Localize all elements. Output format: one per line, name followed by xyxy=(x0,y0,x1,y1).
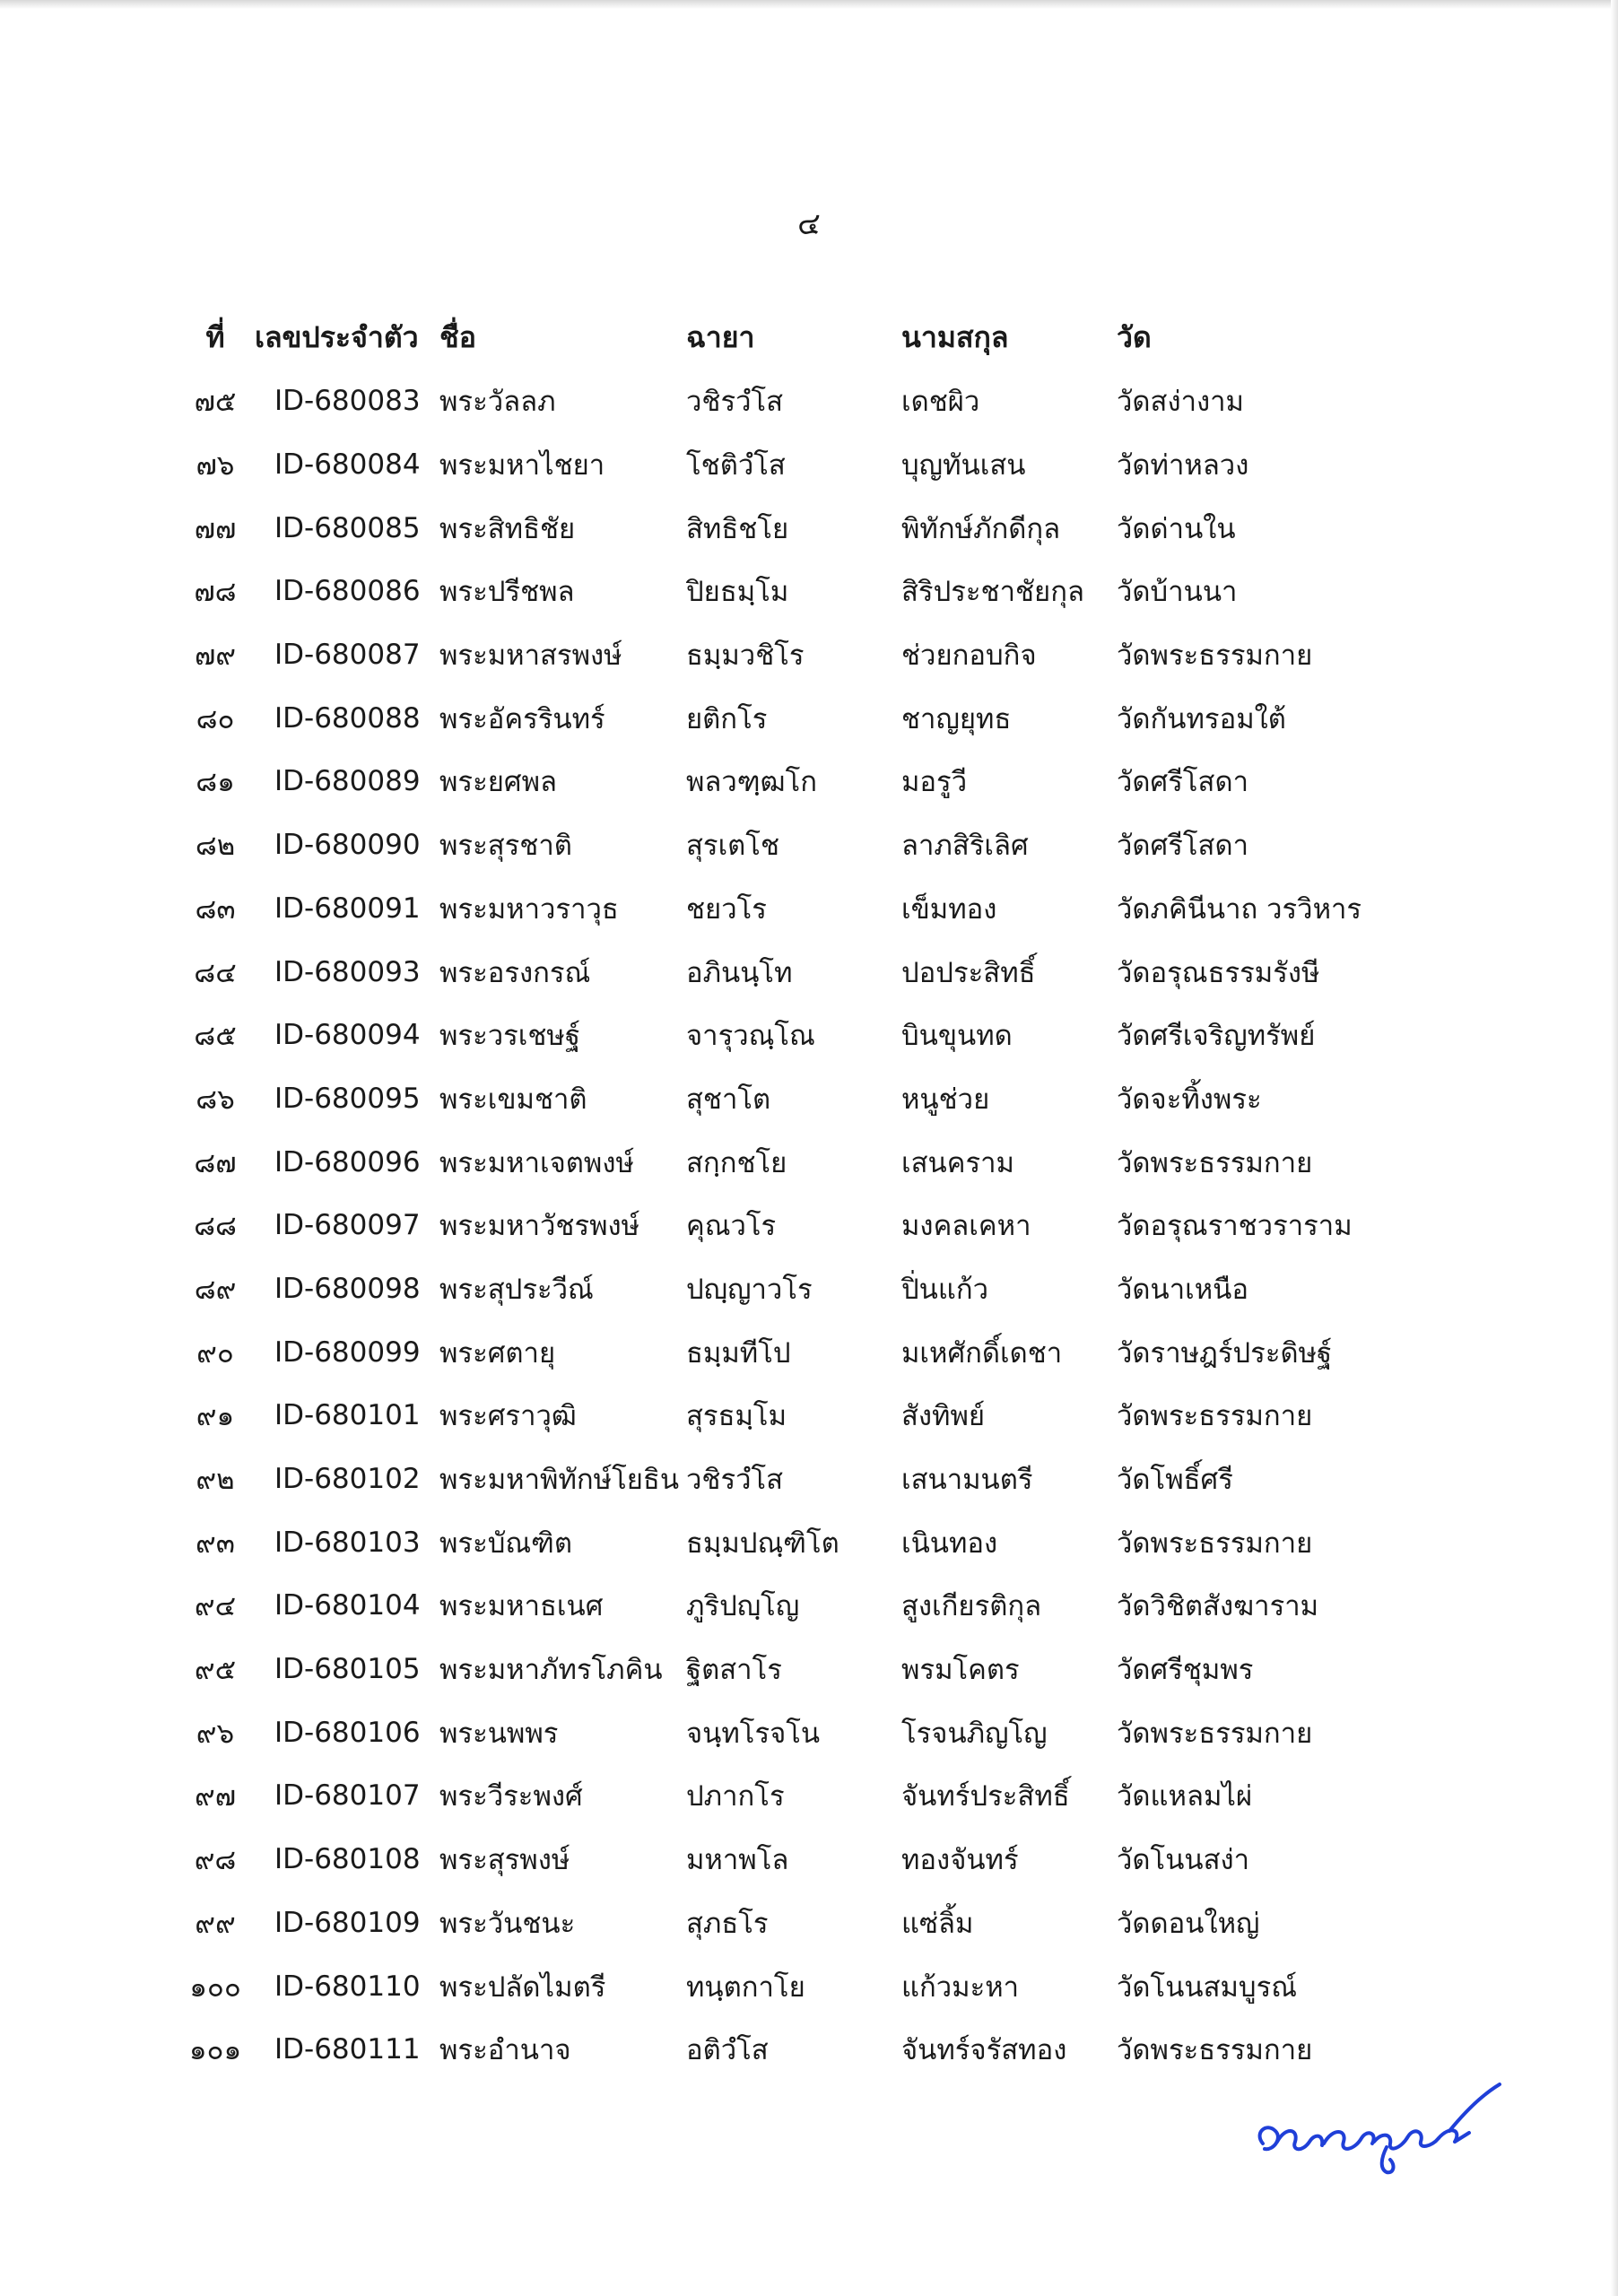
cell-name: พระวีระพงศ์ xyxy=(439,1780,583,1813)
cell-id: ID-680086 xyxy=(274,575,421,608)
column-header-no: ที่ xyxy=(205,319,225,354)
cell-ordination-name: สิทธิชโย xyxy=(686,512,789,545)
table-row xyxy=(179,1700,1453,1764)
cell-no: ๙๑ xyxy=(196,1400,235,1433)
cell-id: ID-680084 xyxy=(274,448,421,482)
signature-stroke xyxy=(1260,2127,1278,2149)
cell-name: พระศราวุฒิ xyxy=(439,1400,577,1433)
table-row xyxy=(179,1130,1453,1194)
cell-name: พระวัลลภ xyxy=(439,386,556,419)
signature-stroke xyxy=(1439,2130,1469,2142)
column-header-surname: นามสกุล xyxy=(901,319,1009,354)
table-row xyxy=(179,1828,1453,1892)
cell-ordination-name: สุรเตโช xyxy=(686,830,779,863)
cell-temple: วัดอรุณราชวราราม xyxy=(1117,1210,1353,1243)
cell-ordination-name: ภูริปญฺโญ xyxy=(686,1590,800,1623)
cell-surname: เสนคราม xyxy=(901,1146,1014,1179)
cell-ordination-name: โชติวํโส xyxy=(686,449,786,483)
cell-surname: ลาภสิริเลิศ xyxy=(901,830,1029,863)
table-row xyxy=(179,1384,1453,1448)
table-row xyxy=(179,750,1453,813)
cell-id: ID-680089 xyxy=(274,765,421,798)
header-row xyxy=(179,305,1453,370)
cell-no: ๗๘ xyxy=(194,576,237,609)
table-row xyxy=(179,877,1453,941)
cell-temple: วัดพระธรรมกาย xyxy=(1117,1146,1313,1179)
cell-name: พระปลัดไมตรี xyxy=(439,1970,606,2004)
cell-name: พระอรงกรณ์ xyxy=(439,956,591,989)
column-header-temple: วัด xyxy=(1117,319,1152,354)
cell-no: ๑๐๑ xyxy=(188,2034,242,2067)
cell-name: พระสุรชาติ xyxy=(439,830,572,863)
cell-no: ๗๗ xyxy=(194,512,237,545)
cell-id: ID-680094 xyxy=(274,1019,421,1052)
cell-no: ๙๖ xyxy=(196,1717,235,1750)
cell-id: ID-680108 xyxy=(274,1843,421,1876)
cell-no: ๘๒ xyxy=(195,830,236,863)
cell-no: ๙๘ xyxy=(194,1844,237,1877)
cell-surname: จันทร์ประสิทธิ์ xyxy=(901,1780,1070,1813)
cell-no: ๙๒ xyxy=(196,1464,235,1497)
cell-id: ID-680103 xyxy=(274,1526,421,1559)
cell-temple: วัดจะทิ้งพระ xyxy=(1117,1083,1262,1116)
cell-no: ๙๔ xyxy=(194,1590,237,1623)
table-row xyxy=(179,1764,1453,1828)
table-row xyxy=(179,813,1453,877)
cell-name: พระเขมชาติ xyxy=(439,1083,587,1116)
cell-ordination-name: ธมฺมปณฺฑิโต xyxy=(686,1526,839,1560)
cell-id: ID-680111 xyxy=(274,2033,421,2066)
cell-no: ๘๕ xyxy=(194,1020,237,1053)
cell-ordination-name: ปิยธมฺโม xyxy=(686,576,789,609)
cell-temple: วัดพระธรรมกาย xyxy=(1117,639,1313,673)
signature-stroke xyxy=(1449,2084,1500,2131)
cell-ordination-name: จนฺทโรจโน xyxy=(686,1717,821,1750)
cell-id: ID-680091 xyxy=(274,891,421,925)
cell-temple: วัดศรีโสดา xyxy=(1117,830,1248,863)
scan-edge-top xyxy=(0,0,1618,9)
cell-no: ๘๗ xyxy=(194,1146,237,1179)
table-row xyxy=(179,1067,1453,1131)
cell-id: ID-680105 xyxy=(274,1653,421,1686)
cell-name: พระมหาภัทรโภคิน xyxy=(439,1654,663,1687)
roster-body xyxy=(179,370,1453,2082)
cell-name: พระวันชนะ xyxy=(439,1907,576,1940)
cell-ordination-name: ปญฺญาวโร xyxy=(686,1273,813,1306)
cell-no: ๘๓ xyxy=(195,892,236,926)
cell-ordination-name: อภินนฺโท xyxy=(686,956,793,989)
column-header-id: เลขประจำตัว xyxy=(255,319,419,354)
cell-surname: มเหศักดิ์เดชา xyxy=(901,1336,1063,1370)
roster-table xyxy=(179,305,1453,2082)
cell-id: ID-680101 xyxy=(274,1399,421,1432)
cell-ordination-name: ยติกโร xyxy=(686,702,768,735)
cell-id: ID-680095 xyxy=(274,1082,421,1115)
cell-ordination-name: สุภธโร xyxy=(686,1907,769,1940)
cell-surname: ชาญยุทธ xyxy=(901,702,1012,735)
table-row xyxy=(179,1004,1453,1067)
cell-temple: วัดพระธรรมกาย xyxy=(1117,1400,1313,1433)
cell-id: ID-680109 xyxy=(274,1906,421,1939)
cell-id: ID-680085 xyxy=(274,511,421,544)
cell-temple: วัดแหลมไผ่ xyxy=(1117,1780,1253,1813)
cell-temple: วัดอรุณธรรมรังษี xyxy=(1117,956,1320,989)
cell-name: พระสิทธิชัย xyxy=(439,512,576,545)
cell-surname: บุญทันเสน xyxy=(901,449,1026,483)
table-row xyxy=(179,1892,1453,1955)
table-row xyxy=(179,1510,1453,1574)
column-header-ordination-name: ฉายา xyxy=(686,319,755,354)
page-number: ๔ xyxy=(797,206,821,242)
column-header-name: ชื่อ xyxy=(439,319,476,354)
cell-no: ๘๔ xyxy=(194,956,237,989)
cell-temple: วัดพระธรรมกาย xyxy=(1117,1526,1313,1560)
cell-surname: พิทักษ์ภักดีกุล xyxy=(901,512,1061,545)
table-row xyxy=(179,1574,1453,1638)
cell-ordination-name: ธมฺมวชิโร xyxy=(686,639,805,673)
cell-name: พระสุรพงษ์ xyxy=(439,1844,570,1877)
table-row xyxy=(179,1638,1453,1701)
table-row xyxy=(179,370,1453,433)
cell-temple: วัดวิชิตสังฆาราม xyxy=(1117,1590,1319,1623)
signature-stroke xyxy=(1324,2132,1374,2149)
cell-temple: วัดศรีชุมพร xyxy=(1117,1654,1254,1687)
signature xyxy=(1247,2079,1507,2178)
cell-temple: วัดดอนใหญ่ xyxy=(1117,1907,1260,1940)
table-row xyxy=(179,1954,1453,2018)
cell-ordination-name: วชิรวํโส xyxy=(686,1464,784,1497)
cell-no: ๙๐ xyxy=(196,1336,234,1370)
cell-temple: วัดบ้านนา xyxy=(1117,576,1238,609)
cell-no: ๘๖ xyxy=(196,1083,235,1116)
cell-ordination-name: จารุวณฺโณ xyxy=(686,1020,815,1053)
cell-id: ID-680096 xyxy=(274,1145,421,1178)
cell-name: พระมหาธเนศ xyxy=(439,1590,604,1623)
cell-name: พระอัครรินทร์ xyxy=(439,702,605,735)
signature-ink xyxy=(1260,2084,1500,2172)
cell-surname: มงคลเคหา xyxy=(901,1210,1031,1243)
cell-no: ๑๐๐ xyxy=(189,1970,241,2004)
table-row xyxy=(179,560,1453,623)
cell-id: ID-680104 xyxy=(274,1589,421,1622)
cell-surname: ช่วยกอบกิจ xyxy=(901,639,1037,673)
cell-id: ID-680088 xyxy=(274,701,421,735)
table-row xyxy=(179,1257,1453,1321)
table-row xyxy=(179,496,1453,560)
signature-stroke xyxy=(1277,2131,1322,2149)
cell-no: ๙๕ xyxy=(194,1654,237,1687)
cell-id: ID-680102 xyxy=(274,1463,421,1496)
cell-surname: ปอประสิทธิ์ xyxy=(901,956,1036,989)
signature-stroke xyxy=(1382,2147,1394,2172)
table-row xyxy=(179,1448,1453,1511)
table-row xyxy=(179,1194,1453,1257)
cell-no: ๗๖ xyxy=(196,449,235,483)
cell-name: พระมหาสรพงษ์ xyxy=(439,639,622,673)
cell-name: พระมหาไชยา xyxy=(439,449,605,483)
cell-ordination-name: วชิรวํโส xyxy=(686,386,784,419)
cell-surname: เดชผิว xyxy=(901,386,980,419)
cell-ordination-name: อติวํโส xyxy=(686,2034,769,2067)
cell-surname: บินขุนทด xyxy=(901,1020,1013,1053)
cell-name: พระสุประวีณ์ xyxy=(439,1273,594,1306)
cell-temple: วัดศรีเจริญทรัพย์ xyxy=(1117,1020,1316,1053)
table-row xyxy=(179,940,1453,1004)
cell-temple: วัดกันทรอมใต้ xyxy=(1117,702,1286,735)
table-row xyxy=(179,623,1453,687)
cell-temple: วัดโพธิ์ศรี xyxy=(1117,1464,1233,1497)
cell-temple: วัดท่าหลวง xyxy=(1117,449,1249,483)
cell-name: พระมหาวัชรพงษ์ xyxy=(439,1210,640,1243)
cell-ordination-name: ปภากโร xyxy=(686,1780,785,1813)
cell-name: พระมหาวราวุธ xyxy=(439,892,619,926)
cell-surname: สูงเกียรติกุล xyxy=(901,1590,1042,1623)
cell-name: พระศตายุ xyxy=(439,1336,556,1370)
scan-edge-right xyxy=(1611,0,1618,2296)
cell-surname: ปิ่นแก้ว xyxy=(901,1273,989,1306)
cell-name: พระนพพร xyxy=(439,1717,559,1750)
cell-name: พระอำนาจ xyxy=(439,2034,571,2067)
cell-id: ID-680090 xyxy=(274,829,421,862)
cell-surname: หนูช่วย xyxy=(901,1083,990,1116)
cell-name: พระมหาเจตพงษ์ xyxy=(439,1146,634,1179)
cell-ordination-name: ธมฺมทีโป xyxy=(686,1336,791,1370)
cell-temple: วัดพระธรรมกาย xyxy=(1117,1717,1313,1750)
cell-surname: จันทร์จรัสทอง xyxy=(901,2034,1067,2067)
cell-surname: แก้วมะหา xyxy=(901,1970,1020,2004)
signature-stroke xyxy=(1374,2131,1439,2148)
cell-temple: วัดพระธรรมกาย xyxy=(1117,2034,1313,2067)
cell-name: พระวรเชษฐ์ xyxy=(439,1020,580,1053)
cell-no: ๙๗ xyxy=(194,1780,236,1813)
cell-ordination-name: ทนฺตกาโย xyxy=(686,1970,805,2004)
table-row xyxy=(179,1320,1453,1384)
cell-temple: วัดนาเหนือ xyxy=(1117,1273,1248,1306)
cell-temple: วัดโนนสมบูรณ์ xyxy=(1117,1970,1298,2004)
cell-ordination-name: ชยวโร xyxy=(686,892,767,926)
cell-surname: โรจนภิญโญ xyxy=(901,1717,1048,1750)
cell-ordination-name: มหาพโล xyxy=(686,1844,789,1877)
table-row xyxy=(179,2018,1453,2082)
cell-temple: วัดศรีโสดา xyxy=(1117,766,1248,799)
cell-surname: พรมโคตร xyxy=(901,1654,1020,1687)
cell-surname: สังทิพย์ xyxy=(901,1400,986,1433)
cell-no: ๙๓ xyxy=(196,1526,235,1560)
cell-ordination-name: ฐิตสาโร xyxy=(686,1654,782,1687)
cell-ordination-name: พลวฑฺฒโก xyxy=(686,766,817,799)
cell-no: ๗๕ xyxy=(194,386,237,419)
cell-no: ๘๘ xyxy=(194,1210,237,1243)
cell-temple: วัดสง่างาม xyxy=(1117,386,1244,419)
cell-no: ๘๙ xyxy=(194,1273,237,1306)
cell-temple: วัดราษฎร์ประดิษฐ์ xyxy=(1117,1336,1333,1370)
cell-id: ID-680097 xyxy=(274,1209,421,1242)
cell-no: ๗๙ xyxy=(194,639,236,673)
cell-id: ID-680087 xyxy=(274,639,421,672)
cell-surname: แซ่ลิ้ม xyxy=(901,1907,974,1940)
cell-ordination-name: สุรธมฺโม xyxy=(686,1400,787,1433)
cell-ordination-name: สุชาโต xyxy=(686,1083,771,1116)
table-row xyxy=(179,686,1453,750)
cell-id: ID-680083 xyxy=(274,385,421,418)
cell-name: พระมหาพิทักษ์โยธิน xyxy=(439,1464,680,1497)
cell-ordination-name: คุณวโร xyxy=(686,1210,777,1243)
cell-id: ID-680110 xyxy=(274,1970,421,2003)
cell-ordination-name: สกฺกชโย xyxy=(686,1146,787,1179)
cell-temple: วัดโนนสง่า xyxy=(1117,1844,1250,1877)
cell-surname: มอรูวี xyxy=(901,766,968,799)
cell-id: ID-680107 xyxy=(274,1779,421,1813)
cell-surname: ทองจันทร์ xyxy=(901,1844,1019,1877)
cell-temple: วัดภคินีนาถ วรวิหาร xyxy=(1117,892,1362,926)
cell-name: พระบัณฑิต xyxy=(439,1526,573,1560)
cell-surname: เสนามนตรี xyxy=(901,1464,1033,1497)
cell-name: พระปรีชพล xyxy=(439,576,575,609)
cell-id: ID-680106 xyxy=(274,1716,421,1749)
cell-no: ๘๐ xyxy=(196,702,235,735)
cell-id: ID-680099 xyxy=(274,1335,421,1369)
cell-id: ID-680098 xyxy=(274,1272,421,1305)
table-row xyxy=(179,433,1453,497)
cell-temple: วัดด่านใน xyxy=(1117,512,1236,545)
cell-surname: เข็มทอง xyxy=(901,892,997,926)
cell-no: ๘๑ xyxy=(196,766,235,799)
cell-id: ID-680093 xyxy=(274,955,421,988)
cell-name: พระยศพล xyxy=(439,766,558,799)
cell-no: ๙๙ xyxy=(195,1907,236,1940)
cell-surname: สิริประชาชัยกุล xyxy=(901,576,1084,609)
cell-surname: เนินทอง xyxy=(901,1526,998,1560)
